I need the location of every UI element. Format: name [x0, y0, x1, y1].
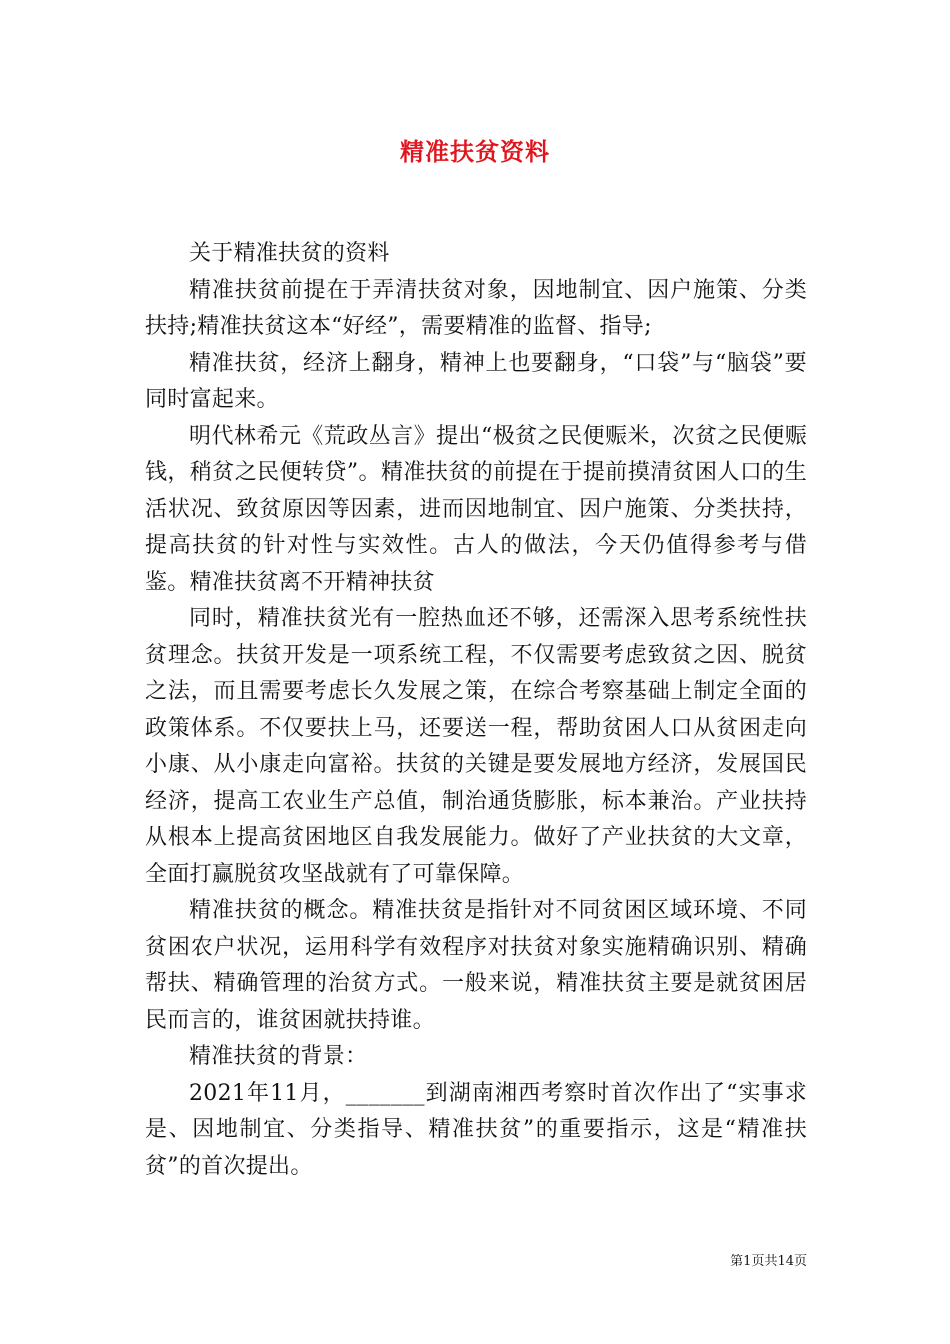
- paragraph-6: 精准扶贫的概念。精准扶贫是指针对不同贫困区域环境、不同贫困农户状况，运用科学有效程序对扶贫对象实施精确识别、精确帮扶、精确管理的治贫方式。一般来说，精准扶贫主要是就贫困居民而言的，谁贫困就扶持谁。: [145, 898, 807, 1033]
- paragraph-3: 精准扶贫，经济上翻身，精神上也要翻身，“口袋”与“脑袋”要同时富起来。: [145, 350, 807, 412]
- paragraph-5: 同时，精准扶贫光有一腔热血还不够，还需深入思考系统性扶贫理念。扶贫开发是一项系统工程，不仅需要考虑致贫之因、脱贫之法，而且需要考虑长久发展之策，在综合考察基础上制定全面的政策体系。不仅要扶上马，还要送一程，帮助贫困人口从贫困走向小康、从小康走向富裕。扶贫的关键是要发展地方经济，发展国民经济，提高工农业生产总值，制治通货膨胀，标本兼治。产业扶持从根本上提高贫困地区自我发展能力。做好了产业扶贫的大文章，全面打赢脱贫攻坚战就有了可靠保障。: [145, 606, 807, 887]
- document-title: 精准扶贫资料: [400, 137, 550, 166]
- paragraph-1: 关于精准扶贫的资料: [189, 241, 390, 266]
- paragraph-4: 明代林希元《荒政丛言》提出“极贫之民便赈米，次贫之民便赈钱，稍贫之民便转贷”。精准扶贫的前提在于提前摸清贫困人口的生活状况、致贫原因等因素，进而因地制宜、因户施策、分类扶持，提高扶贫的针对性与实效性。古人的做法，今天仍值得参考与借鉴。精准扶贫离不开精神扶贫: [145, 423, 807, 595]
- document-body: [145, 236, 807, 1185]
- page-number-footer: 第1页共14页: [730, 1254, 807, 1269]
- paragraph-2: 精准扶贫前提在于弄清扶贫对象，因地制宜、因户施策、分类扶持;精准扶贫这本“好经”，需要精准的监督、指导;: [145, 277, 807, 339]
- paragraph-7: 精准扶贫的背景：: [189, 1044, 368, 1069]
- paragraph-8: 2021年11月，_______到湖南湘西考察时首次作出了“实事求是、因地制宜、分类指导、精准扶贫”的重要指示，这是“精准扶贫”的首次提出。: [145, 1080, 807, 1179]
